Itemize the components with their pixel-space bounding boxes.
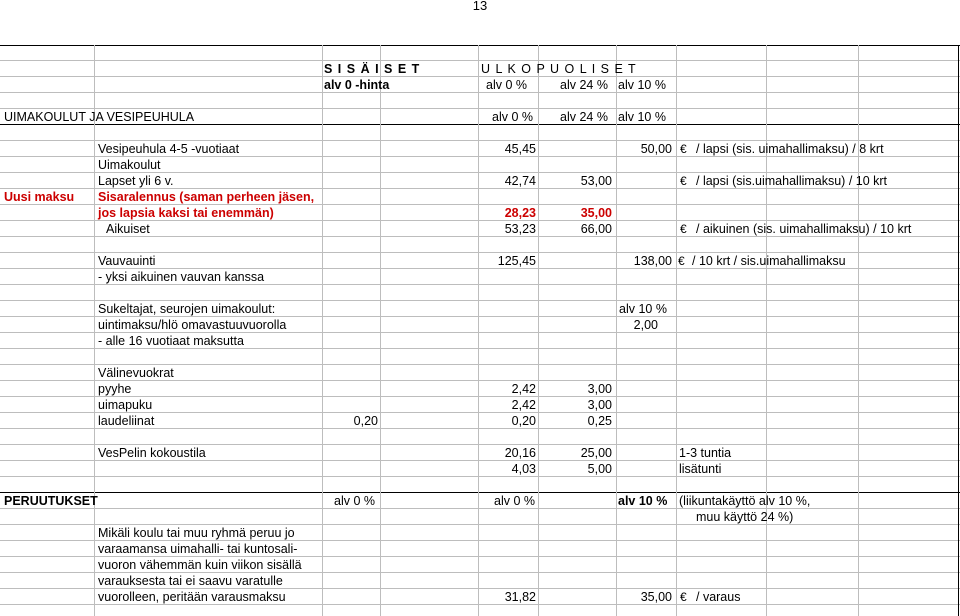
- euro-sign: €: [678, 254, 685, 268]
- cancellations-line: varauksesta tai ei saavu varatulle: [98, 574, 283, 588]
- price-alv0: 125,45: [497, 254, 536, 268]
- price-alv24: 0,25: [587, 414, 612, 428]
- price-note: / aikuinen (sis. uimahallimaksu) / 10 krt: [696, 222, 912, 236]
- price-note: lisätunti: [679, 462, 722, 476]
- vat-label: alv 10 %: [619, 302, 667, 316]
- euro-sign: €: [680, 142, 687, 156]
- section-vat-24: alv 24 %: [560, 110, 608, 124]
- page-number: 13: [472, 0, 488, 13]
- cancellations-line: varaamansa uimahalli- tai kuntosali-: [98, 542, 298, 556]
- row-label: - alle 16 vuotiaat maksutta: [98, 334, 244, 348]
- price-alv0: 53,23: [504, 222, 536, 236]
- price-alv0: 4,03: [511, 462, 536, 476]
- header-alv0-hinta: alv 0 -hinta: [324, 78, 390, 92]
- price-note: 1-3 tuntia: [679, 446, 732, 460]
- cancellations-title: PERUUTUKSET: [4, 494, 98, 508]
- row-label: Vauvauinti: [98, 254, 156, 268]
- header-alv0: alv 0 %: [486, 78, 527, 92]
- section-title: UIMAKOULUT JA VESIPEUHULA: [4, 110, 195, 124]
- row-label: Välinevuokrat: [98, 366, 174, 380]
- price-alv10: 2,00: [633, 318, 658, 332]
- cancellations-line: vuorolleen, peritään varausmaksu: [98, 590, 286, 604]
- row-label: - yksi aikuinen vauvan kanssa: [98, 270, 265, 284]
- price-alv0: 2,42: [511, 398, 536, 412]
- price-alv10: 53,00: [580, 174, 612, 188]
- price-note: / 10 krt / sis.uimahallimaksu: [692, 254, 846, 268]
- row-label: jos lapsia kaksi tai enemmän): [98, 206, 274, 220]
- euro-sign: €: [680, 174, 687, 188]
- row-label: Vesipeuhula 4-5 -vuotiaat: [98, 142, 240, 156]
- price-alv10: 66,00: [580, 222, 612, 236]
- price-alv0: 42,74: [504, 174, 536, 188]
- price-alv10: 138,00: [633, 254, 672, 268]
- cancellations-line: vuoron vähemmän kuin viikon sisällä: [98, 558, 302, 572]
- header-alv10: alv 10 %: [618, 78, 666, 92]
- spreadsheet: [0, 45, 960, 616]
- header-internal: S I S Ä I S E T: [324, 62, 421, 76]
- euro-sign: €: [680, 222, 687, 236]
- row-label: laudeliinat: [98, 414, 155, 428]
- price-alv24: 5,00: [587, 462, 612, 476]
- vat-label: alv 10 %: [618, 494, 668, 508]
- euro-sign: €: [680, 590, 687, 604]
- price-alv0: 45,45: [504, 142, 536, 156]
- row-label: uintimaksu/hlö omavastuuvuorolla: [98, 318, 287, 332]
- price-alv0: 0,20: [511, 414, 536, 428]
- row-label: Aikuiset: [106, 222, 150, 236]
- price-alv10: 50,00: [640, 142, 672, 156]
- row-label: Uimakoulut: [98, 158, 161, 172]
- header-alv24: alv 24 %: [560, 78, 608, 92]
- row-label: pyyhe: [98, 382, 132, 396]
- price-alv24: 3,00: [587, 382, 612, 396]
- new-fee-tag: Uusi maksu: [4, 190, 75, 204]
- row-label: Sukeltajat, seurojen uimakoulut:: [98, 302, 276, 316]
- price-alv24: 3,00: [587, 398, 612, 412]
- price-note: / lapsi (sis.uimahallimaksu) / 10 krt: [696, 174, 888, 188]
- price-alv10: 35,00: [640, 590, 672, 604]
- price-alv0: 20,16: [504, 446, 536, 460]
- price-alv0: 31,82: [504, 590, 536, 604]
- cancellations-line: Mikäli koulu tai muu ryhmä peruu jo: [98, 526, 295, 540]
- price-alv0: 2,42: [511, 382, 536, 396]
- section-vat-0: alv 0 %: [492, 110, 533, 124]
- price-alv0: 28,23: [504, 206, 536, 220]
- price-alv24: 25,00: [580, 446, 612, 460]
- price-note: / lapsi (sis. uimahallimaksu) / 8 krt: [696, 142, 884, 156]
- vat-label: alv 0 %: [494, 494, 535, 508]
- row-label: uimapuku: [98, 398, 153, 412]
- section-vat-10: alv 10 %: [618, 110, 666, 124]
- row-label: Lapset yli 6 v.: [98, 174, 174, 188]
- price-note: / varaus: [696, 590, 741, 604]
- row-label: VesPelin kokoustila: [98, 446, 206, 460]
- cancellations-note: (liikuntakäyttö alv 10 %,: [679, 494, 811, 508]
- vat-label: alv 0 %: [334, 494, 375, 508]
- cancellations-note: muu käyttö 24 %): [696, 510, 794, 524]
- price-alv10: 35,00: [580, 206, 612, 220]
- price-internal: 0,20: [353, 414, 378, 428]
- row-label: Sisaralennus (saman perheen jäsen,: [98, 190, 315, 204]
- header-external: U L K O P U O L I S E T: [481, 62, 637, 76]
